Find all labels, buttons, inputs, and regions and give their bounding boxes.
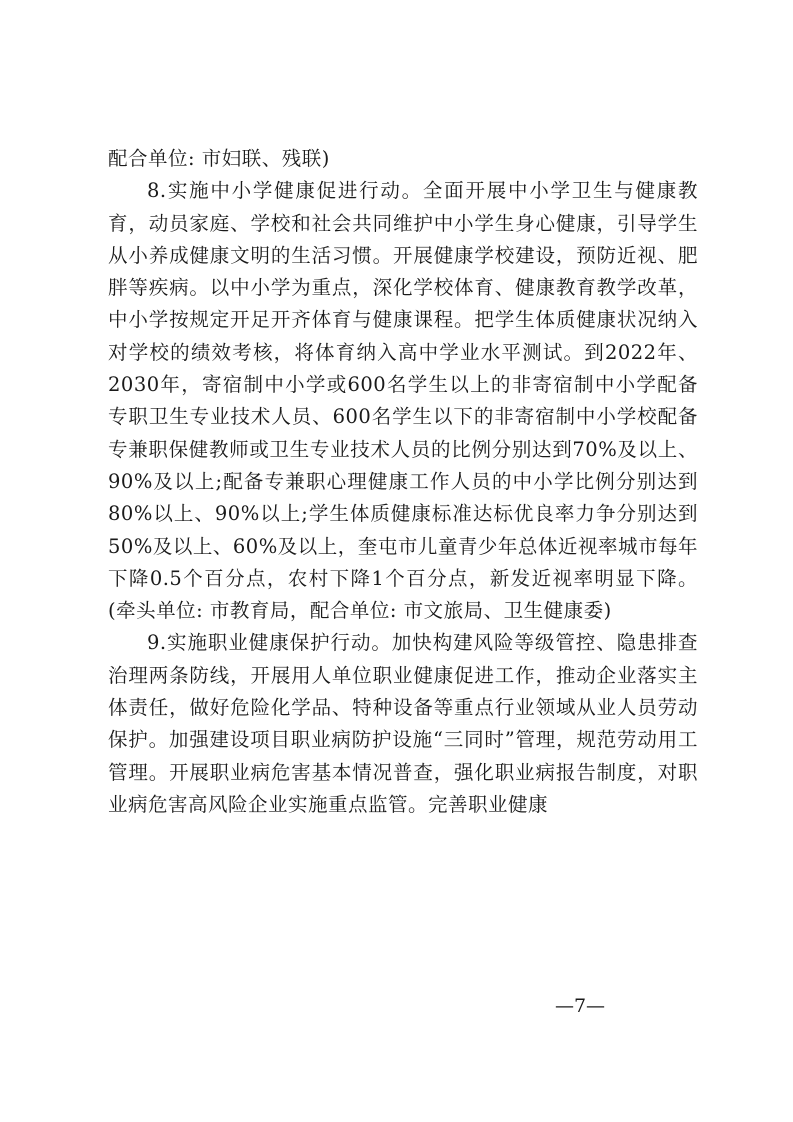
paragraph-item-8: 8.实施中小学健康促进行动。全面开展中小学卫生与健康教育，动员家庭、学校和社会共同维护中小学生身心健康，引导学生从小养成健康文明的生活习惯。开展健康学校建设，预防近视、肥胖等疾病。以中小学为重点，深化学校体育、健康教育教学改革，中小学按规定开足开齐体育与健康课程。把学生体质健康状况纳入对学校的绩效考核，将体育纳入高中学业水平测试。到2022年、2030年，寄宿制中小学或600名学生以上的非寄宿制中小学配备专职卫生专业技术人员、600名学生以下的非寄宿制中小学校配备专兼职保健教师或卫生专业技术人员的比例分别达到70%及以上、90%及以上;配备专兼职心理健康工作人员的中小学比例分别达到80%以上、90%以上;学生体质健康标准达标优良率力争分别达到50%及以上、60%及以上，奎屯市儿童青少年总体近视率城市每年下降0.5个百分点，农村下降1个百分点，新发近视率明显下降。(牵头单位: 市教育局，配合单位: 市文旅局、卫生健康委) [108, 179, 698, 623]
document-body [108, 143, 698, 821]
page-number: —7— [554, 995, 606, 1017]
paragraph-item-9: 9.实施职业健康保护行动。加快构建风险等级管控、隐患排查治理两条防线，开展用人单位职业健康促进工作，推动企业落实主体责任，做好危险化学品、特种设备等重点行业领域从业人员劳动保护。加强建设项目职业病防护设施“三同时”管理，规范劳动用工管理。开展职业病危害基本情况普查，强化职业病报告制度，对职业病危害高风险企业实施重点监管。完善职业健康 [108, 631, 698, 816]
paragraph-continuation: 配合单位: 市妇联、残联) [108, 147, 330, 170]
